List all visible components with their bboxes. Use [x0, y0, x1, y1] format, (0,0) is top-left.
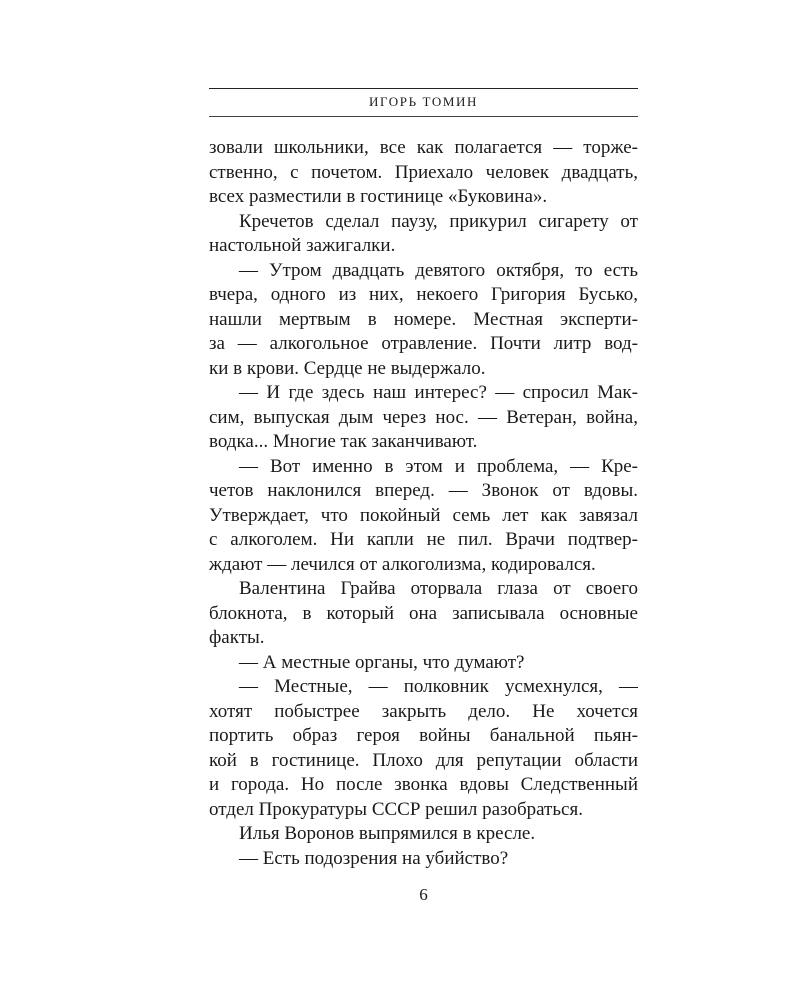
text-line: четов наклонился вперед. — Звонок от вдовы.	[209, 480, 638, 501]
text-line: портить образ героя войны банальной пьян-	[209, 725, 638, 746]
text-line: — И где здесь наш интерес? — спросил Мак-	[239, 382, 638, 403]
text-line: факты.	[209, 627, 265, 648]
text-line: — А местные органы, что думают?	[239, 651, 525, 673]
header-top-rule	[209, 88, 638, 89]
text-line: с алкоголем. Ни капли не пил. Врачи подтвер-	[209, 529, 638, 550]
text-line: — Утром двадцать девятого октября, то есть	[239, 259, 638, 281]
page-number: 6	[419, 885, 428, 904]
text-line: настольной зажигалки.	[209, 235, 396, 256]
text-line: кой в гостинице. Плохо для репутации области	[209, 749, 638, 771]
text-line: вчера, одного из них, некоего Григория Бусько,	[209, 284, 638, 305]
header-bottom-rule	[209, 116, 638, 117]
text-line: всех разместили в гостинице «Буковина».	[209, 186, 548, 207]
text-line: — Вот именно в этом и проблема, — Кре-	[239, 455, 638, 477]
text-line: хотят побыстрее закрыть дело. Не хочется	[209, 700, 638, 722]
text-line: нашли мертвым в номере. Местная эксперти-	[209, 308, 638, 330]
text-line: Валентина Грайва оторвала глаза от своего	[239, 578, 638, 599]
text-line: Утверждает, что покойный семь лет как завязал	[209, 504, 638, 526]
text-line: отдел Прокуратуры СССР решил разобраться.	[209, 798, 583, 820]
text-line: зовали школьники, все как полагается — торже-	[209, 137, 638, 158]
text-line: сим, выпуская дым через нос. — Ветеран, война,	[209, 406, 638, 428]
text-line: — Местные, — полковник усмехнулся, —	[239, 676, 638, 697]
text-line: Илья Воронов выпрямился в кресле.	[239, 823, 536, 844]
text-line: Кречетов сделал паузу, прикурил сигарету от	[239, 210, 638, 232]
text-line: за — алкогольное отравление. Почти литр вод-	[209, 333, 638, 354]
body-text	[209, 136, 638, 871]
text-line: — Есть подозрения на убийство?	[239, 847, 509, 869]
running-head: ИГОРЬ ТОМИН	[368, 94, 478, 109]
text-line: ждают — лечился от алкоголизма, кодировался.	[209, 553, 596, 575]
text-line: водка... Многие так заканчивают.	[209, 431, 478, 452]
text-line: ственно, с почетом. Приехало человек двадцать,	[209, 161, 638, 183]
text-line: блокнота, в который она записывала основные	[209, 602, 638, 624]
text-line: ки в крови. Сердце не выдержало.	[209, 357, 486, 379]
text-line: и города. Но после звонка вдовы Следственный	[209, 774, 638, 795]
